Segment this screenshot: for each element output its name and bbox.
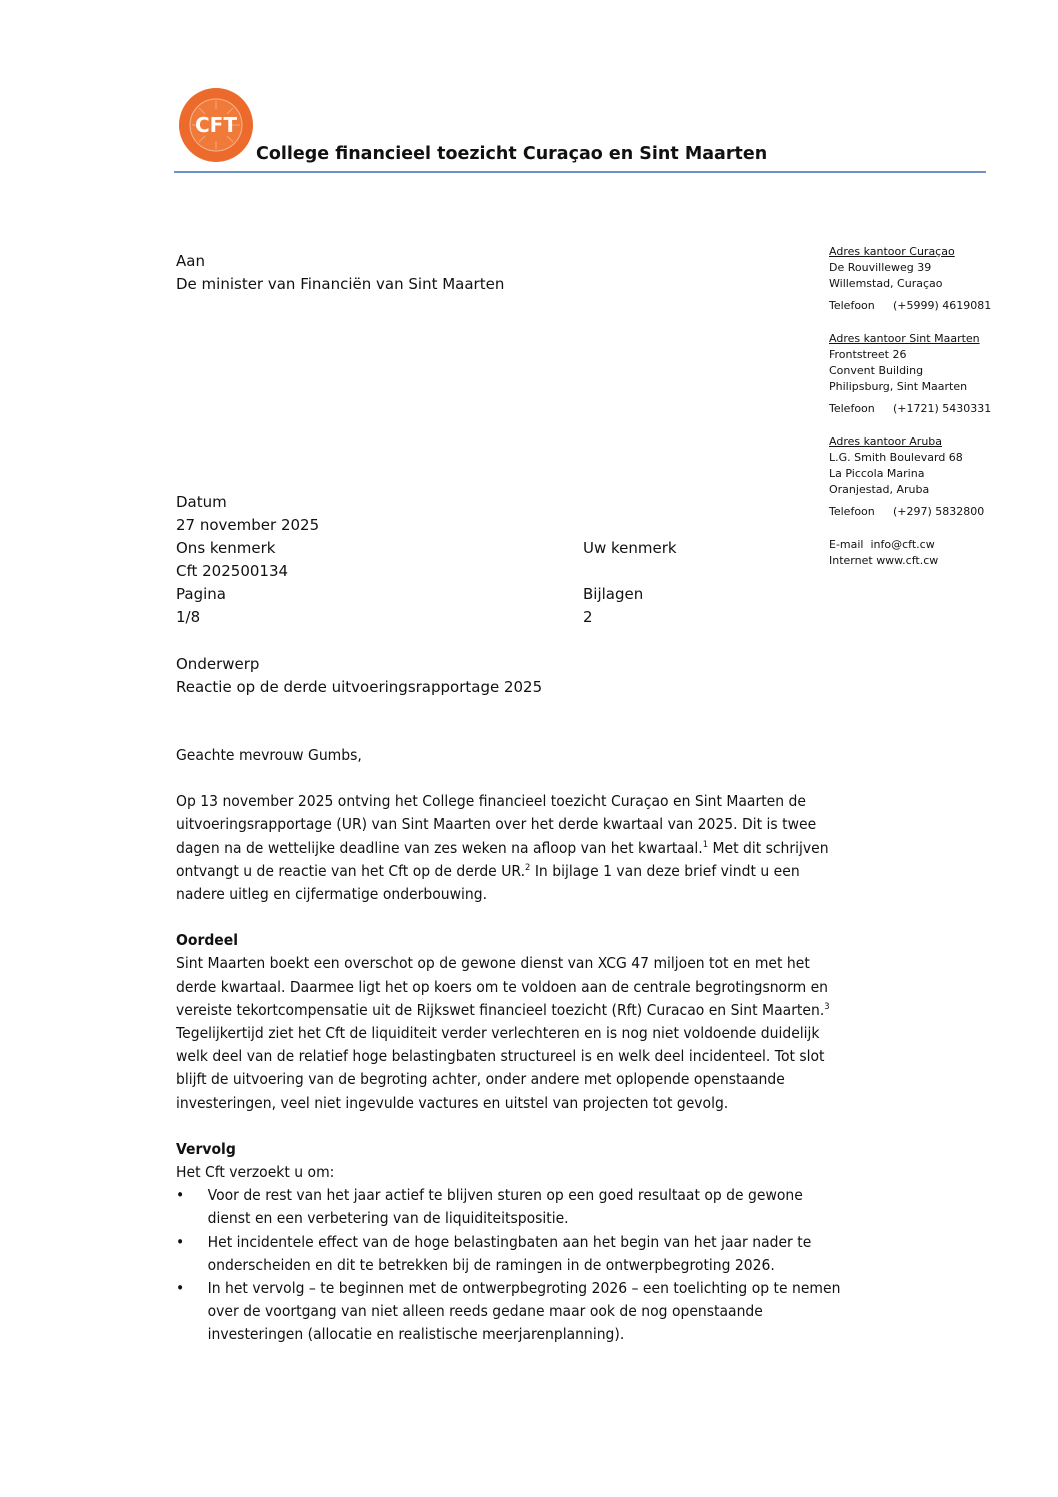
uw-kenmerk-label: Uw kenmerk [583,539,677,557]
email-label: E-mail [829,538,864,551]
letter-body [176,744,846,1347]
contact-info [829,537,938,569]
office-address-line: Convent Building [829,364,924,377]
office-title: Adres kantoor Sint Maarten [829,332,980,345]
bijlagen-value: 2 [583,608,593,626]
datum-value: 27 november 2025 [176,516,320,534]
phone-label: Telefoon [829,299,875,312]
office-address-line: De Rouvilleweg 39 [829,261,932,274]
office-phone [829,401,991,417]
office-phone [829,504,984,520]
office-title: Adres kantoor Curaçao [829,245,955,258]
list-item: • In het vervolg – te beginnen met de ontwerpbegroting 2026 – een toelichting op te nemen over de voortgang van niet alleen reeds gedane maar ook de nog openstaande investeringen (allocatie en realistische meerjarenplanning). [176,1277,846,1347]
office-address-line: L.G. Smith Boulevard 68 [829,451,963,464]
section-heading-vervolg: Vervolg [176,1139,236,1158]
cft-logo [178,87,254,163]
logo-text: CFT [195,113,237,137]
pagina-label: Pagina [176,585,226,603]
phone-number: (+5999) 4619081 [893,299,992,312]
internet-label: Internet [829,554,873,567]
office-title: Adres kantoor Aruba [829,435,943,448]
office-address-line: Willemstad, Curaçao [829,277,943,290]
office-aruba [829,434,984,520]
phone-label: Telefoon [829,505,875,518]
footnote-ref[interactable]: 2 [525,862,531,873]
ons-kenmerk-value: Cft 202500134 [176,562,289,580]
office-phone [829,298,991,314]
office-address-line: Oranjestad, Aruba [829,483,930,496]
vervolg-list [176,1184,846,1346]
phone-label: Telefoon [829,402,875,415]
phone-number: (+1721) 5430331 [893,402,992,415]
list-item: • Voor de rest van het jaar actief te blijven sturen op een goed resultaat op de gewone dienst en een verbetering van de liquiditeitspositie. [176,1184,846,1230]
office-address-line: Frontstreet 26 [829,348,907,361]
email-link[interactable]: info@cft.cw [870,538,935,551]
ons-kenmerk-label: Ons kenmerk [176,539,276,557]
bijlagen-label: Bijlagen [583,585,644,603]
footnote-ref[interactable]: 1 [702,839,709,850]
list-item: • Het incidentele effect van de hoge belastingbaten aan het begin van het jaar nader te onderscheiden en dit te betrekken bij de ramingen in de ontwerpbegroting 2026. [176,1231,846,1277]
datum-label: Datum [176,493,227,511]
onderwerp-label: Onderwerp [176,655,260,673]
phone-number: (+297) 5832800 [893,505,985,518]
website-link[interactable]: www.cft.cw [876,554,939,567]
office-sint-maarten [829,331,991,417]
office-address-line: Philipsburg, Sint Maarten [829,380,968,393]
vervolg-intro: Het Cft verzoekt u om: [176,1163,335,1182]
footnote-ref[interactable]: 3 [824,1001,830,1012]
pagina-value: 1/8 [176,608,201,626]
office-address-line: La Piccola Marina [829,467,925,480]
recipient-name: De minister van Financiën van Sint Maarten [176,275,505,293]
onderwerp-value: Reactie op de derde uitvoeringsrapportage 2025 [176,678,543,696]
office-curacao [829,244,991,314]
salutation: Geachte mevrouw Gumbs, [176,746,362,764]
internet-row [829,553,938,569]
oordeel-paragraph: Sint Maarten boekt een overschot op de gewone dienst van XCG 47 miljoen tot en met het derde kwartaal. Daarmee ligt het op koers om te voldoen aan de centrale begrotingsnorm en vereiste tekortcompensatie uit de Rijkswet financieel toezicht (Rft) Curacao en Sint Maarten.$^3$ Tegelijkertijd ziet het Cft de liquiditeit verder verlechteren en is nog niet voldoende duidelijk welk deel van de relatief hoge belastingbaten structureel is en welk deel incidenteel. Tot slot blijft de uitvoering van de begroting achter, onder andere met oplopende openstaande investeringen, veel niet ingevulde vactures en uitstel van projecten tot gevolg. [176,954,830,1112]
section-heading-oordeel: Oordeel [176,931,239,950]
header-divider [174,171,986,173]
intro-paragraph: Op 13 november 2025 ontving het College financieel toezicht Curaçao en Sint Maarten de uitvoeringsrapportage (UR) van Sint Maarten over het derde kwartaal van 2025. Dit is twee dagen na de wettelijke deadline van zes weken na afloop van het kwartaal.$^1$ Met dit schrijven ontvangt u de reactie van het Cft op de derde UR.$^2$ In bijlage 1 van deze brief vindt u een nadere uitleg en cijfermatige onderbouwing. [176,792,829,904]
org-title: College financieel toezicht Curaçao en Sint Maarten [256,144,768,164]
recipient-label: Aan [176,252,205,270]
email-row [829,537,938,553]
